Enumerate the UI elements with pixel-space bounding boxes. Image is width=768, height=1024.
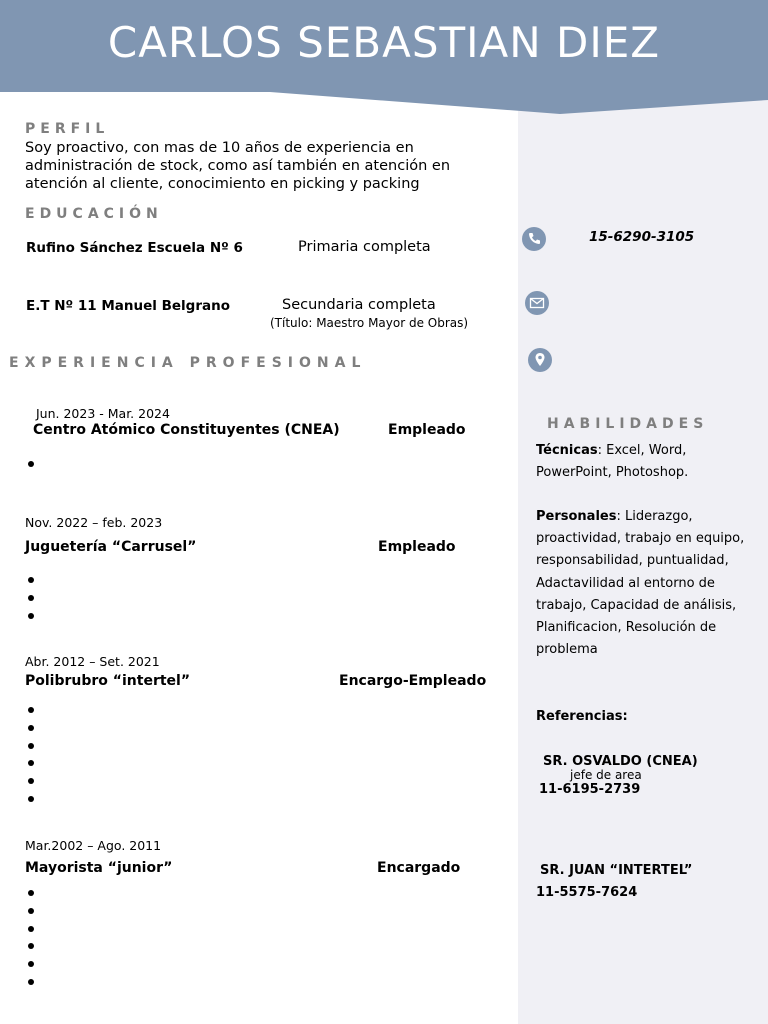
location-icon (528, 348, 552, 372)
education-note: (Título: Maestro Mayor de Obras) (270, 316, 469, 330)
job-company: Centro Atómico Constituyentes (CNEA) (33, 422, 340, 438)
skills-tecnicas-text: : Excel, Word, PowerPoint, Photoshop. (536, 443, 689, 481)
job-company: Mayorista “junior” (25, 860, 173, 876)
job-company: Polibrubro “intertel” (25, 673, 191, 689)
phone-number: 15-6290-3105 (589, 229, 695, 245)
job-role: Encargo-Empleado (339, 673, 487, 689)
skills-personales (536, 506, 758, 661)
reference-role: jefe de area (570, 768, 642, 782)
skills-tecnicas-label: Técnicas (536, 443, 598, 458)
mail-icon (525, 291, 549, 315)
job-dates: Mar.2002 – Ago. 2011 (25, 838, 162, 853)
job-dates: Nov. 2022 – feb. 2023 (25, 515, 163, 530)
perfil-heading: PERFIL (25, 121, 110, 137)
job-role: Encargado (377, 860, 461, 876)
school-name: E.T Nº 11 Manuel Belgrano (26, 298, 230, 314)
school-name: Rufino Sánchez Escuela Nº 6 (26, 240, 243, 256)
skills-personales-label: Personales (536, 509, 617, 524)
reference-phone: 11-5575-7624 (536, 885, 638, 900)
referencias-heading: Referencias: (536, 709, 628, 724)
habilidades-heading: HABILIDADES (547, 416, 709, 432)
skills-tecnicas (536, 440, 758, 484)
job-dates: Jun. 2023 - Mar. 2024 (36, 406, 170, 421)
experiencia-heading: EXPERIENCIA PROFESIONAL (9, 355, 367, 371)
job-role: Empleado (378, 539, 456, 555)
phone-icon (522, 227, 546, 251)
candidate-name: CARLOS SEBASTIAN DIEZ (107, 18, 661, 67)
skills-personales-text: : Liderazgo, proactividad, trabajo en equipo, responsabilidad, puntualidad, Adactavilidad al entorno de trabajo, Capacidad de análisis, Planificacion, Resolución de problema (536, 509, 745, 658)
job-role: Empleado (388, 422, 466, 438)
job-dates: Abr. 2012 – Set. 2021 (25, 654, 160, 669)
education-level: Secundaria completa (282, 297, 436, 313)
reference-phone: 11-6195-2739 (539, 782, 641, 797)
educacion-heading: EDUCACIÓN (25, 206, 163, 222)
reference-name: SR. JUAN “INTERTEL” (540, 863, 693, 878)
perfil-text: Soy proactivo, con mas de 10 años de experiencia en administración de stock, como así también en atención en atención al cliente, conocimiento en picking y packing (25, 140, 451, 192)
job-company: Juguetería “Carrusel” (25, 539, 197, 555)
reference-name: SR. OSVALDO (CNEA) (543, 754, 698, 769)
education-level: Primaria completa (298, 239, 431, 255)
